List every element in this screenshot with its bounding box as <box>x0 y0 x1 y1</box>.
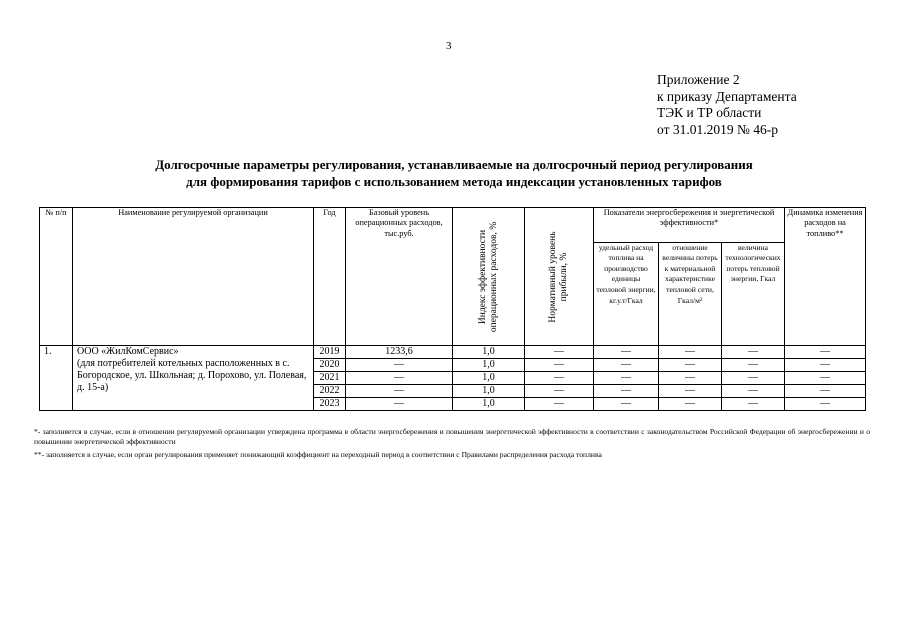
appendix-note <box>657 72 797 138</box>
header-loss-ratio: отношение величины потерь к материальной характеристике тепловой сети, Гкал/м² <box>659 242 722 345</box>
org-name: ООО «ЖилКомСервис» <box>77 346 179 357</box>
cell-ratio: — <box>659 385 722 398</box>
cell-ratio: — <box>659 398 722 411</box>
header-indicators: Показатели энергосбережения и энергетической эффективности* <box>594 208 785 243</box>
header-num: № п/п <box>40 208 73 346</box>
cell-fuel: — <box>594 359 659 372</box>
cell-profit: — <box>525 346 594 359</box>
appendix-line-2: к приказу Департамента <box>657 88 797 104</box>
cell-ratio: — <box>659 372 722 385</box>
header-profit-level-text: Нормативный уровень прибыли, % <box>548 230 569 323</box>
table-row <box>40 346 866 359</box>
appendix-line-1: Приложение 2 <box>657 72 740 87</box>
cell-profit: — <box>525 385 594 398</box>
title-line-1: Долгосрочные параметры регулирования, устанавливаемые на долгосрочный период регулирования <box>155 157 753 172</box>
cell-efficiency: 1,0 <box>453 346 525 359</box>
cell-dynamics: — <box>785 385 866 398</box>
org-details: (для потребителей котельных расположенных в с. Богородское, ул. Школьная; д. Порохово, ул. Полевая, д. 15-а) <box>77 358 307 393</box>
footnote-1: *- заполняется в случае, если в отношении регулируемой организации утверждена программа в области энергосбережения и повышения энергетической эффективности в соответствии с законодательством Российской Федерации об энергосбережении и о повышении энергетической эффективности <box>34 427 870 446</box>
header-profit-level <box>525 208 594 346</box>
cell-ratio: — <box>659 346 722 359</box>
header-org-name: Наименование регулируемой организации <box>73 208 314 346</box>
cell-efficiency: 1,0 <box>453 372 525 385</box>
cell-base: — <box>346 385 453 398</box>
cell-efficiency: 1,0 <box>453 385 525 398</box>
title-line-2: для формирования тарифов с использованием метода индексации установленных тарифов <box>186 174 722 189</box>
cell-losses: — <box>722 359 785 372</box>
cell-efficiency: 1,0 <box>453 398 525 411</box>
cell-fuel: — <box>594 398 659 411</box>
cell-fuel: — <box>594 346 659 359</box>
cell-year: 2021 <box>314 372 346 385</box>
header-fuel-dynamics: Динамика изменения расходов на топливо** <box>785 208 866 346</box>
cell-dynamics: — <box>785 398 866 411</box>
header-year: Год <box>314 208 346 346</box>
cell-losses: — <box>722 346 785 359</box>
cell-dynamics: — <box>785 372 866 385</box>
header-tech-losses: величина технологических потерь тепловой энергии, Гкал <box>722 242 785 345</box>
cell-profit: — <box>525 372 594 385</box>
header-efficiency-index <box>453 208 525 346</box>
cell-efficiency: 1,0 <box>453 359 525 372</box>
cell-year: 2022 <box>314 385 346 398</box>
appendix-line-3: ТЭК и ТР области <box>657 105 762 120</box>
cell-dynamics: — <box>785 346 866 359</box>
cell-fuel: — <box>594 372 659 385</box>
header-efficiency-index-text: Индекс эффективности операционных расходов, % <box>477 221 499 332</box>
cell-losses: — <box>722 385 785 398</box>
cell-year: 2023 <box>314 398 346 411</box>
document-title <box>40 156 868 190</box>
cell-base: — <box>346 372 453 385</box>
header-specific-fuel: удельный расход топлива на производство единицы тепловой энергии, кг.у.т/Гкал <box>594 242 659 345</box>
cell-losses: — <box>722 372 785 385</box>
cell-ratio: — <box>659 359 722 372</box>
page-number: 3 <box>446 40 452 52</box>
cell-base: 1233,6 <box>346 346 453 359</box>
cell-base: — <box>346 359 453 372</box>
parameters-table <box>39 207 866 411</box>
cell-year: 2019 <box>314 346 346 359</box>
cell-dynamics: — <box>785 359 866 372</box>
header-base-expenses: Базовый уровень операционных расходов, тыс.руб. <box>346 208 453 346</box>
org-number: 1. <box>40 346 73 411</box>
cell-losses: — <box>722 398 785 411</box>
footnote-2: **- заполняется в случае, если орган регулирования применяет понижающий коэффициент на переходный период в соответствии с Правилами распределения расхода топлива <box>34 450 602 459</box>
cell-profit: — <box>525 359 594 372</box>
appendix-line-4: от 31.01.2019 № 46-р <box>657 121 778 137</box>
cell-profit: — <box>525 398 594 411</box>
org-cell <box>73 346 314 411</box>
cell-base: — <box>346 398 453 411</box>
cell-year: 2020 <box>314 359 346 372</box>
cell-fuel: — <box>594 385 659 398</box>
